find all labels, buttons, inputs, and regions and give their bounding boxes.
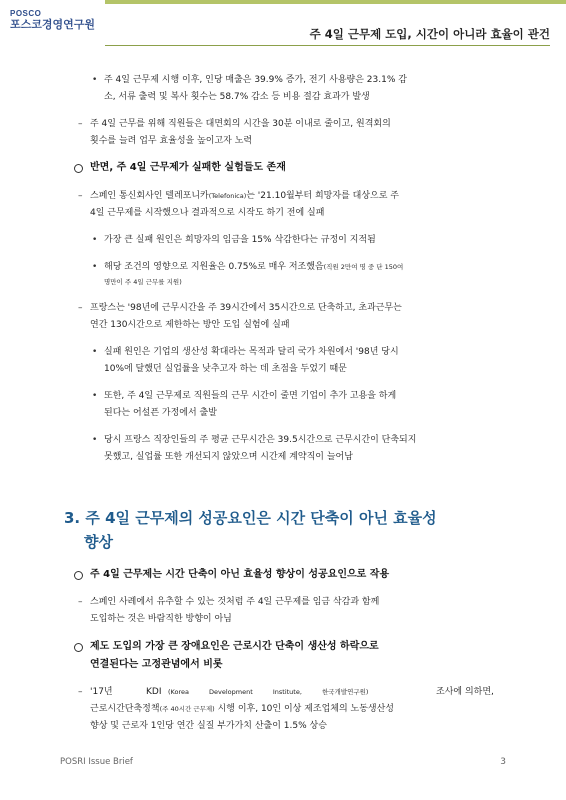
text-small: (직원 2만여 명 중 단 150여 xyxy=(323,263,404,271)
body-text: 프랑스는 '98년에 근무시간을 주 39시간에서 35시간으로 단축하고, 초과근무는 xyxy=(90,303,402,313)
body-text: 조사에 의하면, xyxy=(436,687,494,697)
dash-mark: – xyxy=(78,597,83,607)
body-text: 못했고, 실업률 또한 개선되지 않았으며 시간제 계약직이 늘어남 xyxy=(104,452,353,462)
body-text xyxy=(90,701,394,717)
circle-bullet-icon xyxy=(74,164,83,173)
dash-mark: – xyxy=(78,303,83,313)
logo-institute-name: 포스코경영연구원 xyxy=(10,18,96,31)
body-text xyxy=(90,188,399,204)
text-small: (주 40시간 근무제) xyxy=(159,705,215,713)
body-text-small: (Korea Development Institute, 한국개발연구원) xyxy=(168,688,369,696)
header-accent-bar xyxy=(105,0,566,4)
subheading-cont: 연결된다는 고정관념에서 비롯 xyxy=(90,659,223,670)
subheading: 반면, 주 4일 근무제가 실패한 실험들도 존재 xyxy=(90,162,286,173)
body-text: 주 4일 근무를 위해 직원들은 대면회의 시간을 30분 이내로 줄이고, 원격회의 xyxy=(90,119,391,129)
body-text: 연간 130시간으로 제한하는 방안 도입 실험에 실패 xyxy=(90,320,290,330)
body-text: 된다는 어설픈 가정에서 출발 xyxy=(104,408,217,418)
subheading: 제도 도입의 가장 큰 장애요인은 근로시간 단축이 생산성 하락으로 xyxy=(90,641,379,652)
body-text: 스페인 사례에서 유추할 수 있는 것처럼 주 4일 근무제를 임금 삭감과 함께 xyxy=(90,597,380,607)
header-divider xyxy=(105,45,550,46)
body-text: KDI xyxy=(146,687,162,697)
page-number: 3 xyxy=(500,757,506,767)
body-text: 10%에 달했던 실업률을 낮추고자 하는 데 초점을 두었기 때문 xyxy=(104,364,347,374)
body-text: 당시 프랑스 직장인들의 주 평균 근무시간은 39.5시간으로 근무시간이 단축되지 xyxy=(104,435,417,445)
dash-mark: – xyxy=(78,191,83,201)
circle-bullet-icon xyxy=(74,571,83,580)
bullet-mark: • xyxy=(92,347,98,357)
text-part: 시행 이후, 10인 이상 제조업체의 노동생산성 xyxy=(214,704,394,714)
body-text xyxy=(104,259,403,275)
body-text: 횟수를 늘려 업무 효율성을 높이고자 노력 xyxy=(90,136,253,146)
body-text: 실패 원인은 기업의 생산성 확대라는 목적과 달리 국가 차원에서 '98년 당시 xyxy=(104,347,399,357)
logo-posco-text: POSCO xyxy=(10,9,42,18)
body-text: 소, 서류 출력 및 복사 횟수는 58.7% 감소 등 비용 절감 효과가 발생 xyxy=(104,92,370,102)
posco-logo xyxy=(10,9,95,32)
bullet-mark: • xyxy=(92,235,98,245)
text-small: (Telefonica) xyxy=(208,192,247,200)
body-text: 또한, 주 4일 근무제로 직원들의 근무 시간이 줄면 기업이 추가 고용을 하게 xyxy=(104,391,397,401)
text-part: 해당 조건의 영향으로 지원율은 0.75%로 매우 저조했음 xyxy=(104,262,324,272)
body-text: 가장 큰 실패 원인은 희망자의 임금을 15% 삭감한다는 규정이 지적됨 xyxy=(104,235,376,245)
dash-mark: – xyxy=(78,119,83,129)
body-text-small: 명만이 주 4일 근무를 지원) xyxy=(104,278,182,286)
body-text: 4일 근무제를 시작했으나 결과적으로 시작도 하기 전에 실패 xyxy=(90,208,325,218)
text-part: 스페인 통신회사인 텔레포니카 xyxy=(90,191,209,201)
section-title-cont: 향상 xyxy=(84,533,113,551)
bullet-mark: • xyxy=(92,435,98,445)
page-header-title: 주 4일 근무제 도입, 시간이 아니라 효율이 관건 xyxy=(309,27,550,41)
circle-bullet-icon xyxy=(74,643,83,652)
body-text: 도입하는 것은 바람직한 방향이 아님 xyxy=(90,614,232,624)
bullet-mark: • xyxy=(92,391,98,401)
body-text: '17년 xyxy=(90,687,113,697)
bullet-mark: • xyxy=(92,75,98,85)
dash-mark: – xyxy=(78,687,83,697)
footer-publication: POSRI Issue Brief xyxy=(60,757,133,767)
text-part: 는 '21.10월부터 희망자를 대상으로 주 xyxy=(246,191,399,201)
text-part: 근로시간단축정책 xyxy=(90,704,160,714)
bullet-mark: • xyxy=(92,262,98,272)
section-title: 3. 주 4일 근무제의 성공요인은 시간 단축이 아닌 효율성 xyxy=(64,509,437,527)
body-text: 주 4일 근무제 시행 이후, 인당 매출은 39.9% 증가, 전기 사용량은 23.1% 감 xyxy=(104,75,407,85)
subheading: 주 4일 근무제는 시간 단축이 아닌 효율성 향상이 성공요인으로 작용 xyxy=(90,569,390,580)
body-text: 향상 및 근로자 1인당 연간 실질 부가가치 산출이 1.5% 상승 xyxy=(90,721,327,731)
